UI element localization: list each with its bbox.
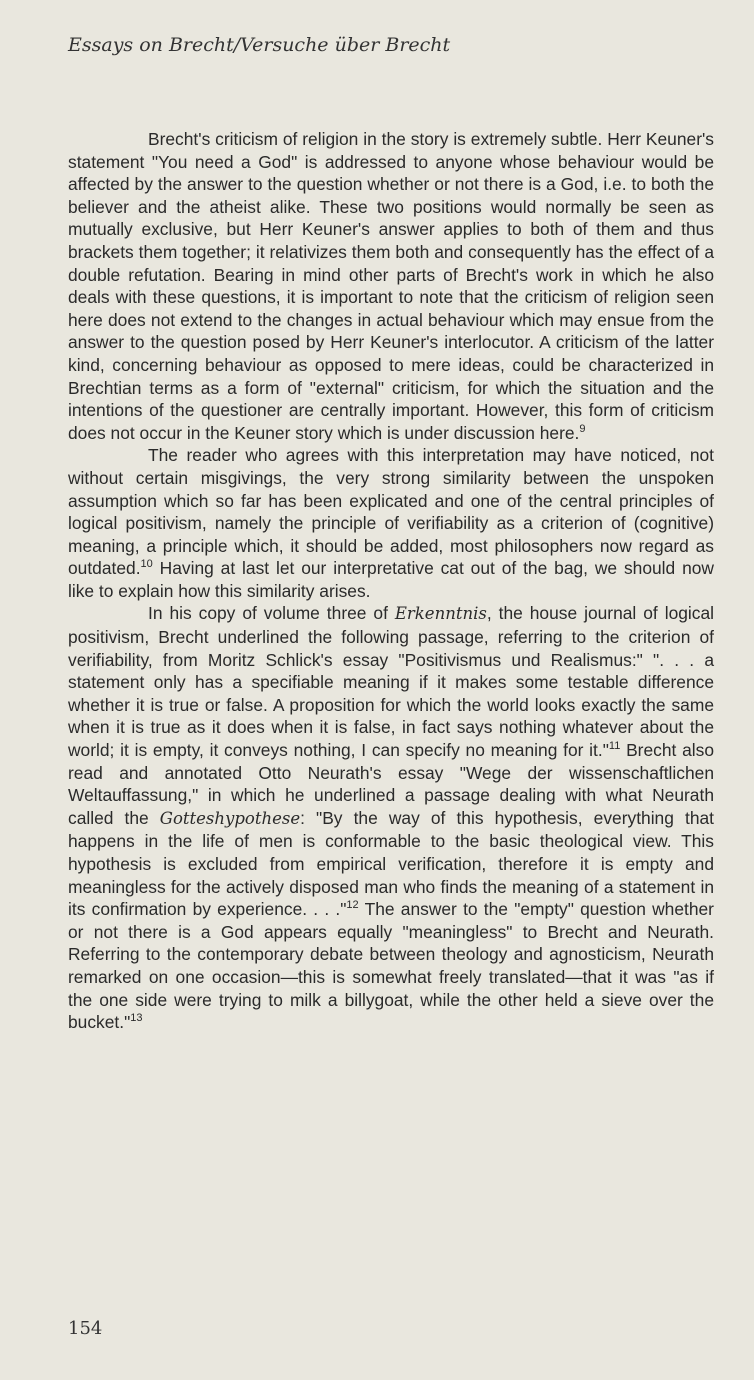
footnote-ref-12: 12 <box>346 899 359 912</box>
body-text <box>68 128 714 1034</box>
footnote-ref-9: 9 <box>579 422 586 435</box>
paragraph-2-text-a: The reader who agrees with this interpretation may have noticed, not without certain misgivings, the very strong similarity between the unspoken assumption which so far has been explicated and one of the central principles of logical positivism, namely the principle of verifiability as a criterion of (cognitive) meaning, a principle which, it should be added, most philosophers now regard as outdated. <box>68 445 714 579</box>
paragraph-3 <box>68 602 714 1033</box>
paragraph-3-text-e: The answer to the "empty" question whether or not there is a God appears equally "meaningless" to Brecht and Neurath. Referring to the contemporary debate between theology and agnosticism, Neurath remarked on one occasion—this is somewhat freely translated—that it was "as if the one side were trying to milk a billygoat, while the other held a sieve over the bucket." <box>68 899 714 1033</box>
term-gotteshypothese: Gotteshypothese <box>159 808 301 828</box>
journal-title: Erkenntnis <box>394 604 487 624</box>
footnote-ref-13: 13 <box>130 1012 143 1025</box>
paragraph-3-text-d: : "By the way of this hypothesis, everything that happens in the life of men is conformable to the basic theological view. This hypothesis is excluded from empirical verification, therefore it is empty and meaningless for the actively disposed man who finds the meaning of a statement in its confirmation by experience. . . ." <box>68 807 714 920</box>
paragraph-3-text-a: In his copy of volume three of <box>148 603 395 624</box>
paragraph-3-text-c: Brecht also read and annotated Otto Neurath's essay "Wege der wissenschaftlichen Weltauffassung," in which he underlined a passage dealing with what Neurath called the <box>68 740 715 828</box>
page-number: 154 <box>68 1318 103 1339</box>
paragraph-3-text-b: , the house journal of logical positivism, Brecht underlined the following passage, referring to the criterion of verifiability, from Moritz Schlick's essay "Positivismus und Realismus:" ". . . a statement only has a specifiable meaning if it makes some testable difference whether it is true or false. A proposition for which the world looks exactly the same when it is true as it does when it is false, in fact says nothing whatever about the world; it is empty, it conveys nothing, I can specify no meaning for it." <box>68 603 715 761</box>
paragraph-2 <box>68 444 714 602</box>
paragraph-1 <box>68 128 714 444</box>
paragraph-1-text: Brecht's criticism of religion in the story is extremely subtle. Herr Keuner's statement "You need a God" is addressed to anyone whose behaviour would be affected by the answer to the question whether or not there is a God, i.e. to both the believer and the atheist alike. These two positions would normally be seen as mutually exclusive, but Herr Keuner's answer applies to both of them and thus brackets them together; it relativizes them both and consequently has the effect of a double refutation. Bearing in mind other parts of Brecht's work in which he also deals with these questions, it is important to note that the criticism of religion seen here does not extend to the changes in actual behaviour which may ensue from the answer to the question posed by Herr Keuner's interlocutor. A criticism of the latter kind, concerning behaviour as opposed to mere ideas, could be characterized in Brechtian terms as a form of "external" criticism, for which the situation and the intentions of the questioner are centrally important. However, this form of criticism does not occur in the Keuner story which is under discussion here. <box>68 129 714 443</box>
running-head: Essays on Brecht/Versuche über Brecht <box>68 34 451 56</box>
footnote-ref-10: 10 <box>140 558 153 571</box>
paragraph-2-text-b: Having at last let our interpretative cat out of the bag, we should now like to explain how this similarity arises. <box>68 558 714 601</box>
footnote-ref-11: 11 <box>608 740 621 753</box>
